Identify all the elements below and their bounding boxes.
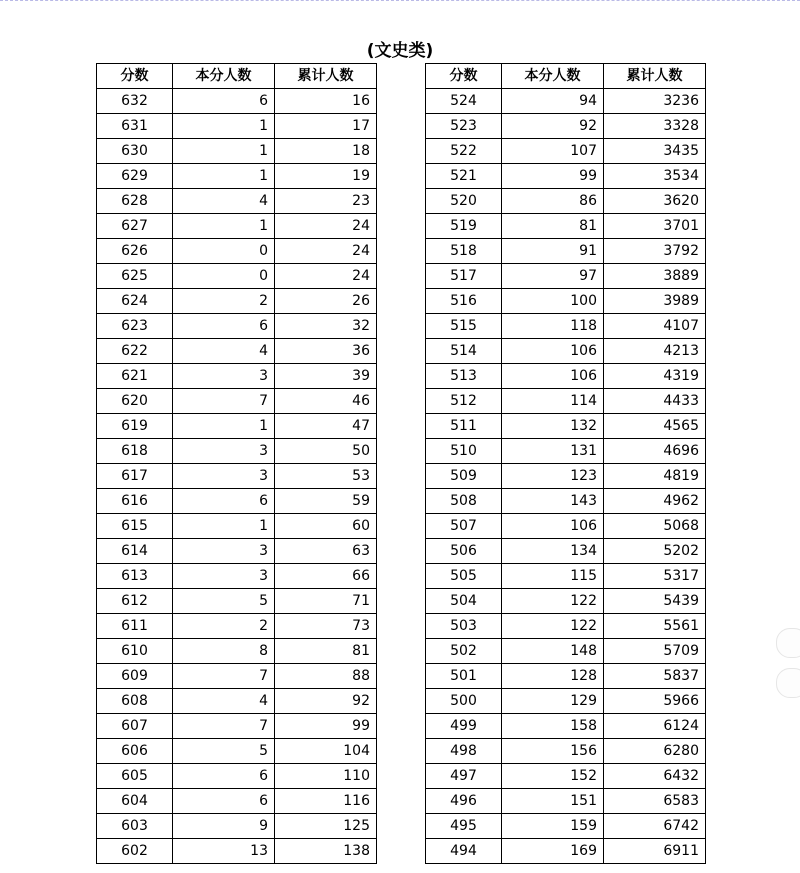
cell-count: 6 — [173, 89, 275, 114]
cell-count: 97 — [502, 264, 604, 289]
cell-cumulative: 125 — [275, 814, 377, 839]
table-row — [97, 114, 377, 139]
table-row — [97, 564, 377, 589]
table-row — [97, 139, 377, 164]
table-row — [426, 614, 706, 639]
table-row — [97, 289, 377, 314]
table-row — [426, 639, 706, 664]
table-header-row — [426, 64, 706, 89]
cell-cumulative: 60 — [275, 514, 377, 539]
cell-count: 134 — [502, 539, 604, 564]
cell-cumulative: 3435 — [604, 139, 706, 164]
cell-score: 496 — [426, 789, 502, 814]
table-row — [426, 589, 706, 614]
score-table-right — [425, 63, 706, 864]
cell-cumulative: 39 — [275, 364, 377, 389]
header-score: 分数 — [97, 64, 173, 89]
cell-cumulative: 4962 — [604, 489, 706, 514]
cell-cumulative: 81 — [275, 639, 377, 664]
cell-cumulative: 71 — [275, 589, 377, 614]
cell-count: 151 — [502, 789, 604, 814]
cell-score: 510 — [426, 439, 502, 464]
cell-count: 143 — [502, 489, 604, 514]
table-row — [97, 839, 377, 864]
table-row — [97, 714, 377, 739]
table-row — [426, 189, 706, 214]
cell-cumulative: 6742 — [604, 814, 706, 839]
cell-count: 81 — [502, 214, 604, 239]
cell-cumulative: 138 — [275, 839, 377, 864]
table-row — [426, 664, 706, 689]
cell-cumulative: 16 — [275, 89, 377, 114]
cell-score: 603 — [97, 814, 173, 839]
table-row — [426, 739, 706, 764]
cell-count: 91 — [502, 239, 604, 264]
edge-handle-decoration — [776, 668, 800, 698]
cell-cumulative: 36 — [275, 339, 377, 364]
table-row — [426, 164, 706, 189]
cell-count: 2 — [173, 614, 275, 639]
table-row — [97, 764, 377, 789]
cell-cumulative: 4319 — [604, 364, 706, 389]
cell-cumulative: 4565 — [604, 414, 706, 439]
header-cumulative: 累计人数 — [275, 64, 377, 89]
cell-cumulative: 110 — [275, 764, 377, 789]
table-row — [97, 239, 377, 264]
cell-count: 1 — [173, 514, 275, 539]
table-row — [426, 214, 706, 239]
table-row — [97, 189, 377, 214]
table-row — [97, 514, 377, 539]
cell-count: 122 — [502, 614, 604, 639]
cell-cumulative: 104 — [275, 739, 377, 764]
cell-score: 514 — [426, 339, 502, 364]
cell-score: 627 — [97, 214, 173, 239]
cell-score: 602 — [97, 839, 173, 864]
cell-score: 494 — [426, 839, 502, 864]
cell-count: 152 — [502, 764, 604, 789]
cell-count: 107 — [502, 139, 604, 164]
cell-score: 604 — [97, 789, 173, 814]
cell-score: 512 — [426, 389, 502, 414]
cell-count: 7 — [173, 664, 275, 689]
cell-count: 8 — [173, 639, 275, 664]
cell-count: 118 — [502, 314, 604, 339]
cell-cumulative: 47 — [275, 414, 377, 439]
cell-count: 1 — [173, 139, 275, 164]
cell-count: 3 — [173, 539, 275, 564]
cell-count: 99 — [502, 164, 604, 189]
cell-count: 4 — [173, 189, 275, 214]
header-count: 本分人数 — [502, 64, 604, 89]
cell-count: 114 — [502, 389, 604, 414]
page-title: (文史类) — [366, 41, 434, 61]
cell-score: 511 — [426, 414, 502, 439]
cell-cumulative: 66 — [275, 564, 377, 589]
table-row — [426, 464, 706, 489]
cell-score: 509 — [426, 464, 502, 489]
cell-cumulative: 88 — [275, 664, 377, 689]
cell-count: 9 — [173, 814, 275, 839]
cell-score: 614 — [97, 539, 173, 564]
cell-count: 92 — [502, 114, 604, 139]
cell-score: 620 — [97, 389, 173, 414]
cell-score: 631 — [97, 114, 173, 139]
cell-cumulative: 4433 — [604, 389, 706, 414]
table-row — [97, 539, 377, 564]
cell-count: 3 — [173, 364, 275, 389]
cell-cumulative: 99 — [275, 714, 377, 739]
cell-score: 495 — [426, 814, 502, 839]
cell-cumulative: 4819 — [604, 464, 706, 489]
cell-score: 610 — [97, 639, 173, 664]
cell-cumulative: 4107 — [604, 314, 706, 339]
table-row — [426, 689, 706, 714]
cell-score: 505 — [426, 564, 502, 589]
table-row — [97, 689, 377, 714]
cell-score: 523 — [426, 114, 502, 139]
cell-score: 617 — [97, 464, 173, 489]
cell-count: 6 — [173, 314, 275, 339]
table-row — [97, 164, 377, 189]
cell-count: 122 — [502, 589, 604, 614]
cell-cumulative: 46 — [275, 389, 377, 414]
cell-count: 156 — [502, 739, 604, 764]
cell-cumulative: 3989 — [604, 289, 706, 314]
table-row — [426, 539, 706, 564]
cell-score: 508 — [426, 489, 502, 514]
table-row — [426, 89, 706, 114]
table-row — [97, 264, 377, 289]
cell-cumulative: 6583 — [604, 789, 706, 814]
table-row — [426, 239, 706, 264]
cell-score: 521 — [426, 164, 502, 189]
cell-cumulative: 59 — [275, 489, 377, 514]
cell-count: 123 — [502, 464, 604, 489]
cell-cumulative: 5709 — [604, 639, 706, 664]
table-row — [97, 639, 377, 664]
table-row — [426, 714, 706, 739]
header-cumulative: 累计人数 — [604, 64, 706, 89]
cell-score: 501 — [426, 664, 502, 689]
cell-count: 148 — [502, 639, 604, 664]
table-row — [97, 364, 377, 389]
cell-count: 3 — [173, 439, 275, 464]
cell-score: 618 — [97, 439, 173, 464]
page-top-divider — [0, 0, 800, 1]
cell-cumulative: 5317 — [604, 564, 706, 589]
cell-count: 0 — [173, 264, 275, 289]
cell-score: 629 — [97, 164, 173, 189]
cell-count: 1 — [173, 414, 275, 439]
cell-cumulative: 3620 — [604, 189, 706, 214]
cell-cumulative: 3236 — [604, 89, 706, 114]
cell-score: 522 — [426, 139, 502, 164]
cell-cumulative: 5837 — [604, 664, 706, 689]
cell-cumulative: 4696 — [604, 439, 706, 464]
cell-cumulative: 26 — [275, 289, 377, 314]
table-row — [426, 439, 706, 464]
table-row — [426, 364, 706, 389]
cell-count: 100 — [502, 289, 604, 314]
cell-score: 517 — [426, 264, 502, 289]
cell-cumulative: 24 — [275, 264, 377, 289]
table-row — [426, 839, 706, 864]
cell-count: 169 — [502, 839, 604, 864]
table-row — [97, 664, 377, 689]
cell-score: 515 — [426, 314, 502, 339]
cell-count: 0 — [173, 239, 275, 264]
cell-cumulative: 116 — [275, 789, 377, 814]
table-row — [97, 464, 377, 489]
cell-count: 7 — [173, 389, 275, 414]
cell-score: 497 — [426, 764, 502, 789]
cell-score: 504 — [426, 589, 502, 614]
table-row — [426, 339, 706, 364]
cell-cumulative: 5202 — [604, 539, 706, 564]
cell-cumulative: 17 — [275, 114, 377, 139]
cell-score: 619 — [97, 414, 173, 439]
cell-cumulative: 3701 — [604, 214, 706, 239]
table-header-row — [97, 64, 377, 89]
cell-score: 632 — [97, 89, 173, 114]
cell-cumulative: 32 — [275, 314, 377, 339]
cell-count: 86 — [502, 189, 604, 214]
cell-score: 502 — [426, 639, 502, 664]
cell-score: 624 — [97, 289, 173, 314]
table-row — [426, 139, 706, 164]
cell-count: 5 — [173, 589, 275, 614]
cell-score: 524 — [426, 89, 502, 114]
table-row — [97, 739, 377, 764]
cell-count: 6 — [173, 489, 275, 514]
cell-count: 1 — [173, 164, 275, 189]
cell-count: 132 — [502, 414, 604, 439]
cell-score: 615 — [97, 514, 173, 539]
score-table-left — [96, 63, 377, 864]
cell-cumulative: 73 — [275, 614, 377, 639]
cell-score: 519 — [426, 214, 502, 239]
cell-cumulative: 3534 — [604, 164, 706, 189]
cell-count: 1 — [173, 214, 275, 239]
table-row — [426, 114, 706, 139]
cell-cumulative: 24 — [275, 214, 377, 239]
table-row — [426, 389, 706, 414]
cell-score: 623 — [97, 314, 173, 339]
table-row — [426, 289, 706, 314]
cell-count: 4 — [173, 339, 275, 364]
edge-handle-decoration — [776, 628, 800, 658]
cell-count: 115 — [502, 564, 604, 589]
cell-score: 612 — [97, 589, 173, 614]
table-row — [426, 789, 706, 814]
cell-count: 106 — [502, 514, 604, 539]
table-row — [426, 489, 706, 514]
cell-cumulative: 18 — [275, 139, 377, 164]
cell-cumulative: 19 — [275, 164, 377, 189]
cell-score: 616 — [97, 489, 173, 514]
cell-cumulative: 3328 — [604, 114, 706, 139]
cell-cumulative: 5966 — [604, 689, 706, 714]
cell-cumulative: 50 — [275, 439, 377, 464]
cell-score: 520 — [426, 189, 502, 214]
cell-cumulative: 63 — [275, 539, 377, 564]
cell-count: 7 — [173, 714, 275, 739]
table-row — [97, 489, 377, 514]
table-row — [426, 264, 706, 289]
table-row — [426, 514, 706, 539]
cell-cumulative: 24 — [275, 239, 377, 264]
cell-count: 128 — [502, 664, 604, 689]
table-row — [97, 214, 377, 239]
cell-score: 607 — [97, 714, 173, 739]
cell-score: 609 — [97, 664, 173, 689]
cell-count: 13 — [173, 839, 275, 864]
cell-score: 625 — [97, 264, 173, 289]
cell-cumulative: 6432 — [604, 764, 706, 789]
cell-score: 606 — [97, 739, 173, 764]
table-row — [97, 314, 377, 339]
cell-score: 626 — [97, 239, 173, 264]
cell-score: 608 — [97, 689, 173, 714]
table-row — [426, 564, 706, 589]
table-row — [97, 389, 377, 414]
table-row — [97, 614, 377, 639]
cell-score: 630 — [97, 139, 173, 164]
cell-count: 94 — [502, 89, 604, 114]
table-row — [426, 314, 706, 339]
table-row — [426, 814, 706, 839]
cell-count: 4 — [173, 689, 275, 714]
cell-count: 159 — [502, 814, 604, 839]
cell-score: 518 — [426, 239, 502, 264]
cell-score: 516 — [426, 289, 502, 314]
cell-score: 628 — [97, 189, 173, 214]
cell-cumulative: 6280 — [604, 739, 706, 764]
cell-cumulative: 53 — [275, 464, 377, 489]
cell-count: 1 — [173, 114, 275, 139]
cell-score: 500 — [426, 689, 502, 714]
cell-count: 131 — [502, 439, 604, 464]
cell-cumulative: 5068 — [604, 514, 706, 539]
table-row — [97, 414, 377, 439]
cell-count: 129 — [502, 689, 604, 714]
cell-cumulative: 4213 — [604, 339, 706, 364]
cell-cumulative: 5561 — [604, 614, 706, 639]
cell-count: 106 — [502, 339, 604, 364]
cell-count: 3 — [173, 564, 275, 589]
cell-count: 158 — [502, 714, 604, 739]
cell-score: 621 — [97, 364, 173, 389]
table-row — [97, 789, 377, 814]
cell-count: 5 — [173, 739, 275, 764]
table-row — [97, 589, 377, 614]
cell-count: 2 — [173, 289, 275, 314]
cell-cumulative: 3792 — [604, 239, 706, 264]
header-score: 分数 — [426, 64, 502, 89]
cell-score: 513 — [426, 364, 502, 389]
cell-cumulative: 23 — [275, 189, 377, 214]
header-count: 本分人数 — [173, 64, 275, 89]
cell-score: 611 — [97, 614, 173, 639]
table-row — [97, 89, 377, 114]
cell-cumulative: 6911 — [604, 839, 706, 864]
cell-cumulative: 92 — [275, 689, 377, 714]
table-row — [97, 814, 377, 839]
cell-count: 106 — [502, 364, 604, 389]
cell-score: 503 — [426, 614, 502, 639]
cell-score: 622 — [97, 339, 173, 364]
cell-count: 6 — [173, 764, 275, 789]
cell-score: 613 — [97, 564, 173, 589]
table-row — [426, 414, 706, 439]
cell-cumulative: 3889 — [604, 264, 706, 289]
table-row — [97, 439, 377, 464]
table-row — [97, 339, 377, 364]
cell-count: 3 — [173, 464, 275, 489]
table-row — [426, 764, 706, 789]
cell-score: 499 — [426, 714, 502, 739]
cell-score: 507 — [426, 514, 502, 539]
cell-cumulative: 5439 — [604, 589, 706, 614]
cell-score: 498 — [426, 739, 502, 764]
cell-count: 6 — [173, 789, 275, 814]
cell-score: 605 — [97, 764, 173, 789]
cell-score: 506 — [426, 539, 502, 564]
cell-cumulative: 6124 — [604, 714, 706, 739]
